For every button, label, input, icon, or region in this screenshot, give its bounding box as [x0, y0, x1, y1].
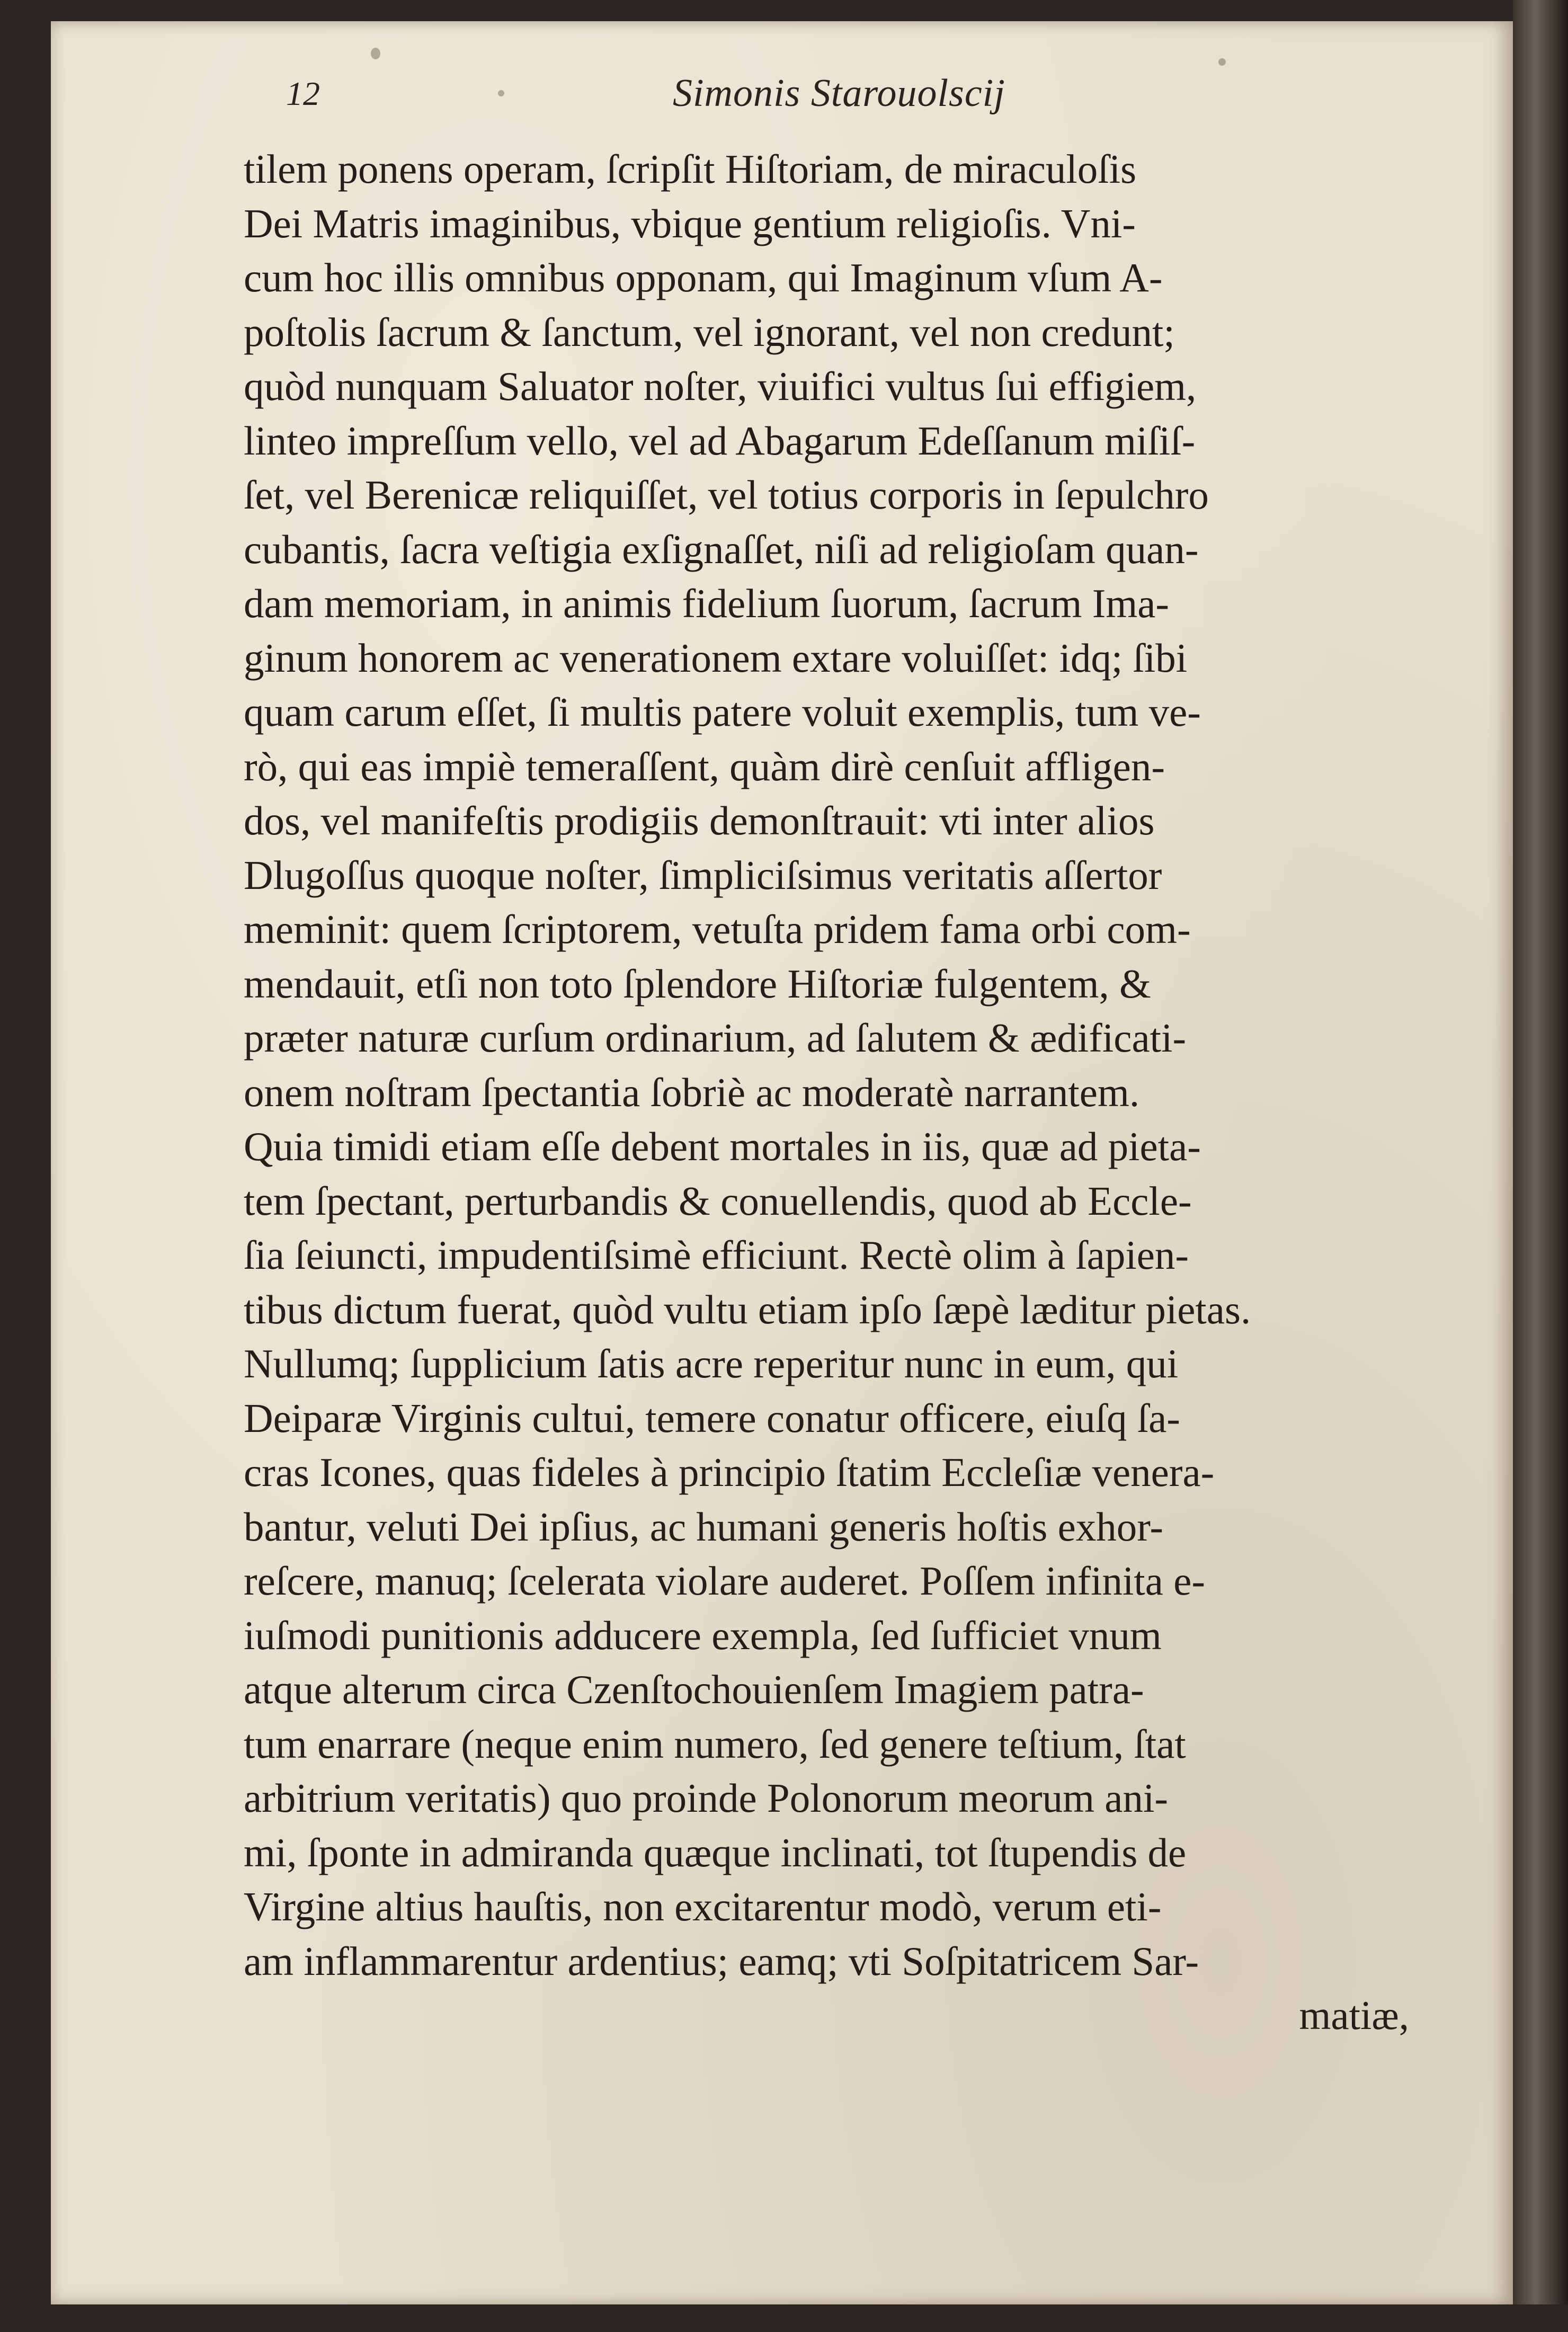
text-line: Deiparæ Virginis cultui, temere conatur officere, eiuſq ſa- — [244, 1395, 1180, 1441]
text-line: dos, vel manifeſtis prodigiis demonſtrauit: vti inter alios — [244, 798, 1155, 843]
text-line: onem noſtram ſpectantia ſobriè ac moderatè narrantem. — [244, 1069, 1140, 1115]
text-line: tum enarrare (neque enim numero, ſed genere teſtium, ſtat — [244, 1721, 1186, 1767]
scan-bottom-edge — [0, 2304, 1568, 2332]
book-gutter-edge — [1513, 0, 1568, 2332]
text-line: meminit: quem ſcriptorem, vetuſta pridem fama orbi com- — [244, 906, 1191, 952]
text-line: præter naturæ curſum ordinarium, ad ſalutem & ædificati- — [244, 1015, 1187, 1061]
text-line: bantur, veluti Dei ipſius, ac humani generis hoſtis exhor- — [244, 1503, 1164, 1550]
text-line: Quia timidi etiam eſſe debent mortales in iis, quæ ad pieta- — [244, 1124, 1201, 1169]
text-line: Nullumq; ſupplicium ſatis acre reperitur nunc in eum, qui — [244, 1341, 1179, 1386]
page-number: 12 — [286, 75, 320, 112]
text-line: tilem ponens operam, ſcripſit Hiſtoriam, de miraculoſis — [244, 146, 1137, 192]
text-line: quam carum eſſet, ſi multis patere voluit exemplis, tum ve- — [244, 689, 1201, 735]
page-header — [286, 69, 1293, 132]
text-line: ginum honorem ac venerationem extare voluiſſet: idq; ſibi — [244, 635, 1188, 681]
text-line: tibus dictum fuerat, quòd vultu etiam ipſo ſæpè læditur pietas. — [244, 1286, 1251, 1332]
catchword: matiæ, — [1299, 1992, 1409, 2038]
text-line: am inflammarentur ardentius; eamq; vti Soſpitatricem Sar- — [244, 1938, 1199, 1984]
text-line: linteo impreſſum vello, vel ad Abagarum Edeſſanum miſiſ- — [244, 417, 1196, 464]
text-line: quòd nunquam Saluator noſter, viuifici vultus ſui effigiem, — [244, 363, 1197, 409]
text-line: cum hoc illis omnibus opponam, qui Imaginum vſum A- — [244, 255, 1163, 300]
text-line: cubantis, ſacra veſtigia exſignaſſet, niſi ad religioſam quan- — [244, 526, 1199, 572]
text-line: Dei Matris imaginibus, vbique gentium religioſis. Vni- — [244, 200, 1136, 246]
ink-speck — [371, 48, 380, 59]
text-line: poſtolis ſacrum & ſanctum, vel ignorant, vel non credunt; — [244, 309, 1175, 355]
text-line: rò, qui eas impiè temeraſſent, quàm dirè cenſuit affligen- — [244, 743, 1165, 789]
text-line: arbitrium veritatis) quo proinde Polonorum meorum ani- — [244, 1775, 1168, 1821]
text-line: dam memoriam, in animis fidelium ſuorum, ſacrum Ima- — [244, 581, 1170, 626]
text-line: Dlugoſſus quoque noſter, ſimpliciſsimus veritatis aſſertor — [244, 852, 1162, 898]
text-line: reſcere, manuq; ſcelerata violare auderet. Poſſem infinita e- — [244, 1558, 1206, 1604]
body-text — [244, 142, 1409, 2043]
text-line: iuſmodi punitionis adducere exempla, ſed ſufficiet vnum — [244, 1612, 1162, 1658]
text-line: ſet, vel Berenicæ reliquiſſet, vel totius corporis in ſepulchro — [244, 472, 1209, 518]
text-line: atque alterum circa Czenſtochouienſem Imagiem patra- — [244, 1667, 1144, 1712]
text-line: Virgine altius hauſtis, non excitarentur modò, verum eti- — [244, 1884, 1162, 1929]
ink-speck — [1218, 58, 1226, 66]
text-line: ſia ſeiuncti, impudentiſsimè efficiunt. Rectè olim à ſapien- — [244, 1232, 1189, 1278]
text-line: tem ſpectant, perturbandis & conuellendis, quod ab Eccle- — [244, 1178, 1192, 1224]
text-line: mendauit, etſi non toto ſplendore Hiſtoriæ fulgentem, & — [244, 960, 1151, 1007]
running-head: Simonis Starouolscij — [673, 72, 1005, 115]
text-line: cras Icones, quas fideles à principio ſtatim Eccleſiæ venera- — [244, 1449, 1215, 1495]
text-line: mi, ſponte in admiranda quæque inclinati, tot ſtupendis de — [244, 1829, 1187, 1875]
